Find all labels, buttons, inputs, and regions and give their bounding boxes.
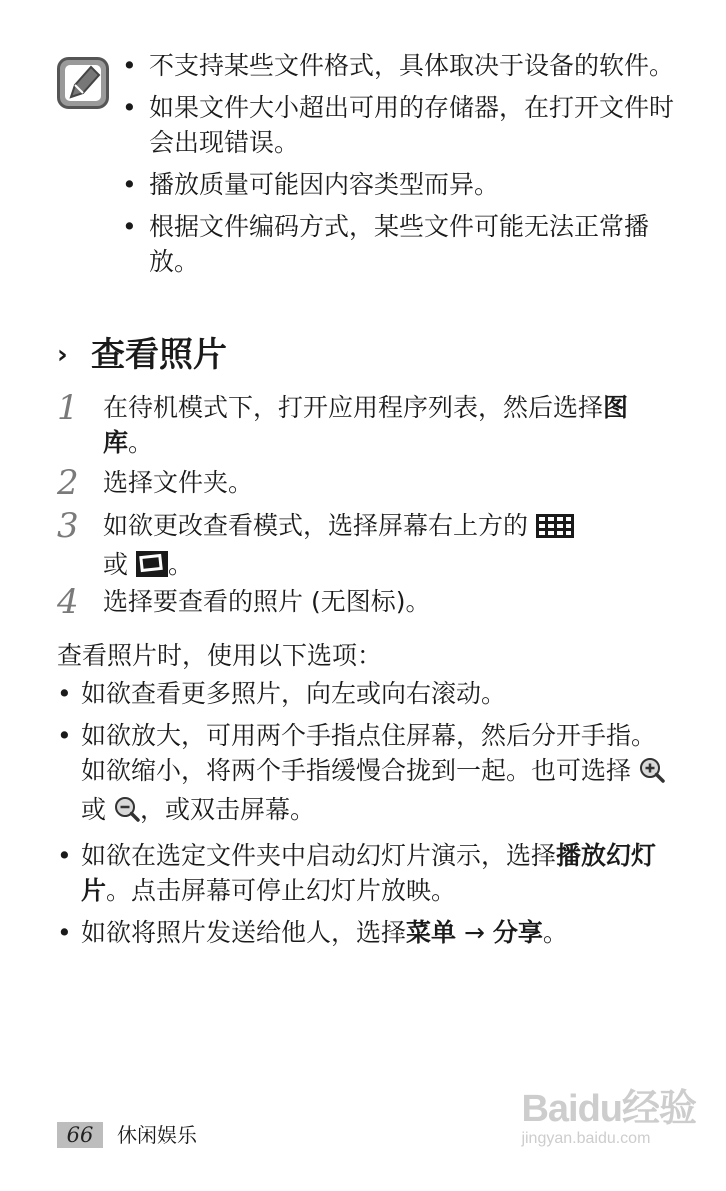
watermark-logo: Baidu经验	[521, 1088, 696, 1130]
options-intro: 查看照片时，使用以下选项：	[57, 641, 383, 670]
option-text-part: 如欲在选定文件夹中启动幻灯片演示，选择	[81, 841, 557, 870]
note-item: • 不支持某些文件格式，具体取决于设备的软件。	[122, 48, 682, 83]
watermark-url: jingyan.baidu.com	[521, 1130, 651, 1147]
note-list	[122, 48, 682, 286]
menu-label: 菜单	[406, 918, 457, 947]
option-item: • 如欲查看更多照片，向左或向右滚动。	[57, 676, 677, 711]
single-view-icon	[136, 551, 168, 586]
step-text	[103, 390, 673, 460]
note-item: • 根据文件编码方式，某些文件可能无法正常播放。	[122, 209, 682, 279]
option-item	[57, 718, 677, 831]
zoom-out-icon	[114, 796, 140, 831]
chevron-right-icon: ›	[57, 340, 68, 370]
step-text-part: 在待机模式下，打开应用程序列表，然后选择	[103, 393, 604, 422]
step-text: 选择要查看的照片 (无图标)。	[103, 587, 431, 616]
slideshow-label: 播放幻灯片	[81, 841, 657, 905]
grid-view-icon	[536, 512, 574, 547]
step-text-part: 。	[167, 550, 193, 579]
step-text: 选择文件夹。	[103, 468, 254, 497]
option-text-part: ，或双击屏幕。	[139, 795, 315, 824]
step-text	[103, 508, 673, 586]
options-list	[57, 676, 677, 957]
option-item	[57, 915, 677, 950]
note-item: • 如果文件大小超出可用的存储器，在打开文件时会出现错误。	[122, 90, 682, 160]
option-text-part: 如欲将照片发送给他人，选择	[81, 918, 407, 947]
option-text-part: 或	[81, 795, 114, 824]
step-text-part: 如欲更改查看模式，选择屏幕右上方的	[103, 511, 536, 540]
gallery-label: 图库	[103, 393, 629, 457]
step-number: 3	[57, 506, 79, 546]
option-text-part: 。点击屏幕可停止幻灯片放映。	[106, 876, 457, 905]
note-pencil-icon	[57, 57, 109, 109]
note-item: • 播放质量可能因内容类型而异。	[122, 167, 682, 202]
step-text-part: 或	[103, 550, 136, 579]
step-number: 4	[57, 582, 79, 622]
section-title: 查看照片	[91, 335, 227, 375]
option-text-part: 。	[542, 918, 568, 947]
step-number: 1	[57, 388, 79, 428]
watermark	[521, 1088, 696, 1148]
option-text-part: 如欲放大，可用两个手指点住屏幕，然后分开手指。如欲缩小，将两个手指缓慢合拢到一起。也可选择	[81, 721, 657, 785]
zoom-in-icon	[639, 757, 665, 792]
section-name: 休闲娱乐	[117, 1123, 197, 1147]
option-item	[57, 838, 677, 908]
arrow-right-icon: →	[456, 918, 493, 947]
section-heading	[57, 331, 227, 379]
step-text-part: 。	[128, 428, 154, 457]
share-label: 分享	[492, 918, 543, 947]
step-number: 2	[57, 463, 79, 503]
page-number: 66	[57, 1122, 103, 1148]
